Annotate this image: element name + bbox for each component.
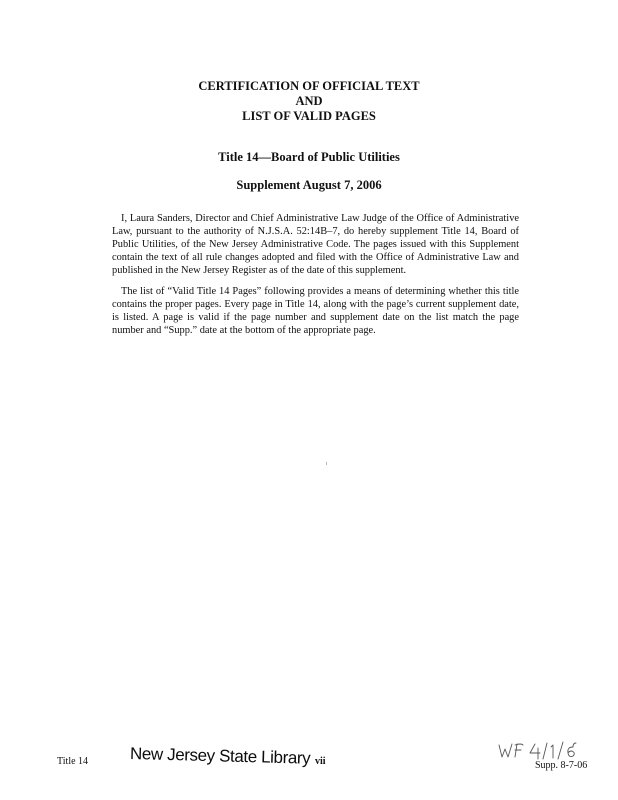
title-line-1: CERTIFICATION OF OFFICIAL TEXT (198, 79, 420, 93)
document-subtitle: Title 14—Board of Public Utilities (218, 150, 400, 164)
handwritten-initials-date (495, 738, 607, 762)
library-stamp: New Jersey State Library (129, 744, 311, 768)
footer-title-label: Title 14 (57, 756, 89, 767)
footer-supplement-date: Supp. 8-7-06 (535, 760, 588, 771)
document-title (0, 79, 618, 124)
title-line-2: AND (295, 94, 323, 108)
supplement-date-heading: Supplement August 7, 2006 (236, 178, 382, 192)
page-number: vii (315, 756, 326, 767)
title-line-3: LIST OF VALID PAGES (242, 109, 376, 123)
valid-pages-paragraph: The list of “Valid Title 14 Pages” following provides a means of determining whether this title contains the proper pages. Every page in Title 14, along with the page’s current supplement date, is listed. A page is valid if the page number and supplement date on the list match the page number and “Supp.” date at the bottom of the appropriate page. (112, 286, 519, 336)
scan-speck (326, 462, 327, 465)
certification-paragraph: I, Laura Sanders, Director and Chief Administrative Law Judge of the Office of Administrative Law, pursuant to the authority of N.J.S.A. 52:14B–7, do hereby supplement Title 14, Board of Public Utilities, of the New Jersey Administrative Code. The pages issued with this Supplement contain the text of all rule changes adopted and filed with the Office of Administrative Law and published in the New Jersey Register as of the date of this supplement. (112, 213, 519, 276)
